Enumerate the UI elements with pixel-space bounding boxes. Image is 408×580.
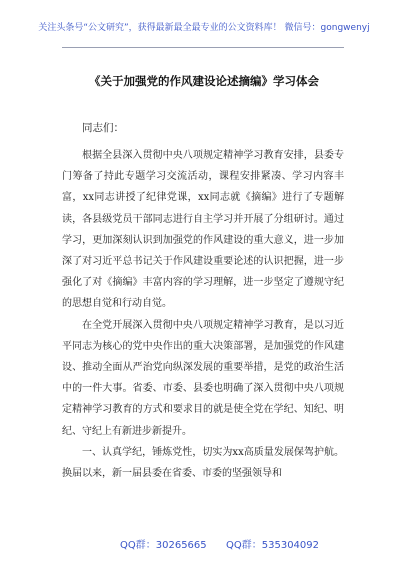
footer-qq-group-1: QQ群：30265665 [120,540,207,551]
salutation: 同志们： [82,122,124,134]
paragraph-3: 一、认真学纪，锤炼党性，切实为xx高质量发展保驾护航。换届以来，新一届县委在省委、市委的坚强领导和 [62,446,344,480]
paragraph-1: 根据全县深入贯彻中央八项规定精神学习教育安排，县委专门筹备了持此专题学习交流活动，课程安排紧凑、学习内容丰富，xx同志讲授了纪律党课，xx同志就《摘编》进行了专题解读，各县级党员干部同志进行自主学习并开展了分组研讨。通过学习，更加深刻认识到加强党的作风建设的重大意义，进一步加深了对习近平总书记关于作风建设重要论述的认识把握，进一步强化了对《摘编》丰富内容的学习理解，进一步坚定了遵规守纪的思想自觉和行动自觉。 [62,150,344,310]
paragraph-2: 在全党开展深入贯彻中央八项规定精神学习教育，是以习近平同志为核心的党中央作出的重大决策部署，是加强党的作风建设、推动全面从严治党向纵深发展的重要举措，是党的政治生活中的一件大事。省委、市委、县委也明确了深入贯彻中央八项规定精神学习教育的方式和要求目的就是使全党在学纪、知纪、明纪、守纪上有新进步新提升。 [62,319,344,437]
document-title: 《关于加强党的作风建设论述摘编》学习体会 [89,74,319,88]
header-divider [62,47,344,48]
document-body [62,120,344,484]
footer-qq-group-2: QQ群：535304092 [226,540,320,551]
header-promo-note: 关注头条号“公文研究”，获得最新最全最专业的公文资料库！ 微信号：gongwenyj [38,23,370,33]
